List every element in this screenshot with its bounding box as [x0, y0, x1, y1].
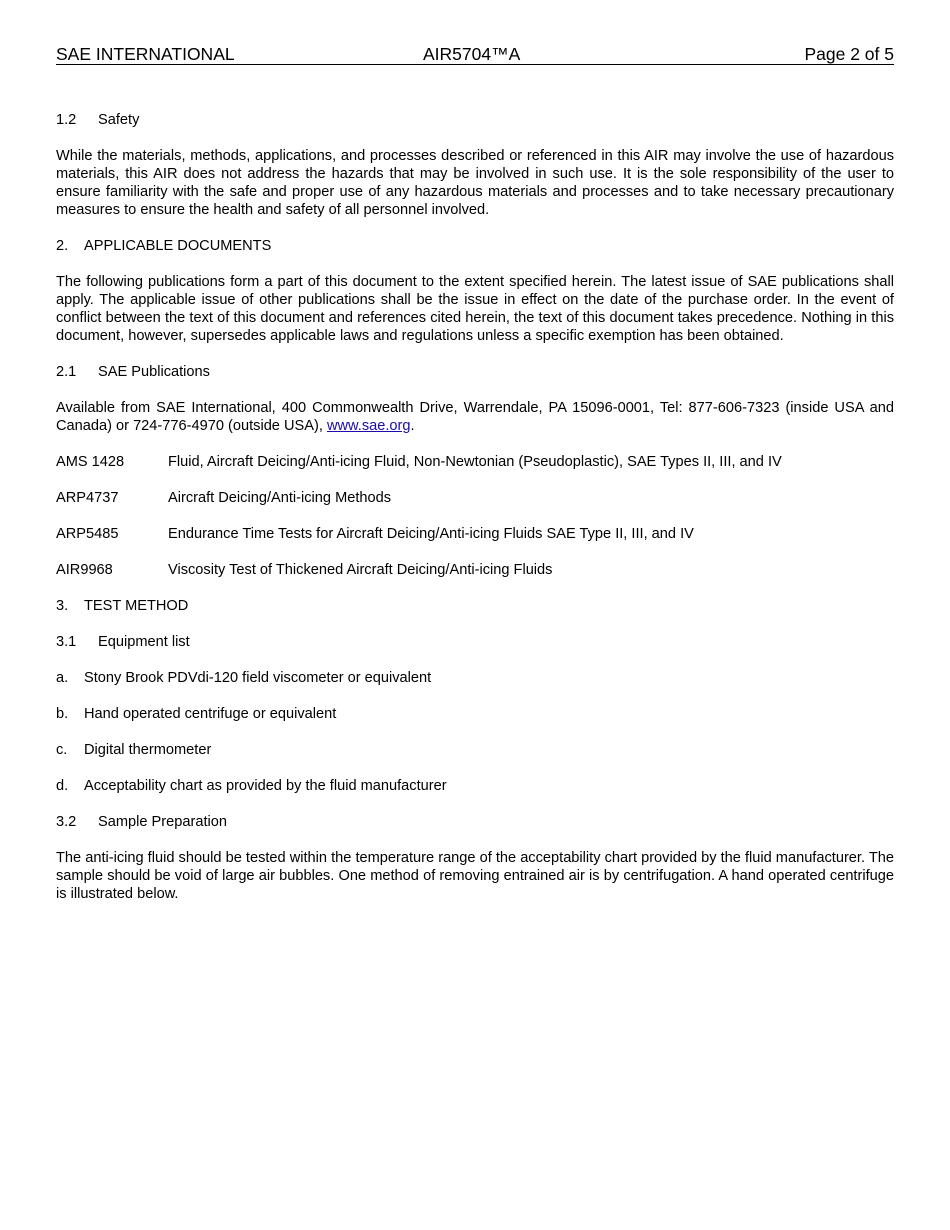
reference-entry	[56, 561, 894, 579]
reference-code: AIR9968	[56, 562, 113, 578]
list-item	[56, 741, 894, 759]
reference-code: ARP4737	[56, 490, 119, 506]
section-heading-sae-publications	[56, 363, 894, 381]
reference-entry	[56, 453, 894, 471]
section-title: Safety	[98, 112, 140, 128]
list-item-text: Stony Brook PDVdi-120 field viscometer or equivalent	[84, 670, 432, 686]
section-number: 2.1	[56, 364, 77, 380]
section-number: 3.	[56, 598, 69, 614]
list-item-letter: c.	[56, 742, 68, 758]
sae-availability-paragraph	[56, 399, 894, 435]
reference-code: AMS 1428	[56, 454, 125, 470]
section-title: Sample Preparation	[98, 814, 227, 830]
list-item	[56, 669, 894, 687]
reference-entry	[56, 525, 894, 543]
section-number: 3.1	[56, 634, 77, 650]
sae-website-link[interactable]: www.sae.org	[326, 418, 411, 434]
list-item-text: Acceptability chart as provided by the fluid manufacturer	[84, 778, 447, 794]
page-header	[56, 44, 894, 65]
section-number: 1.2	[56, 112, 77, 128]
list-item-letter: d.	[56, 778, 69, 794]
list-item-text: Hand operated centrifuge or equivalent	[84, 706, 337, 722]
section-heading-sample-preparation	[56, 813, 894, 831]
section-title: SAE Publications	[98, 364, 210, 380]
reference-entry	[56, 489, 894, 507]
sample-preparation-paragraph: The anti-icing fluid should be tested within the temperature range of the acceptability chart provided by the fluid manufacturer. The sample should be void of large air bubbles. One method of removing entrained air is by centrifugation. A hand operated centrifuge is illustrated below.	[56, 850, 894, 902]
availability-text: Available from SAE International, 400 Commonwealth Drive, Warrendale, PA 15096-0001, Tel: 877-606-7323 (inside USA and Canada) or 724-776-4970 (outside USA),	[56, 400, 894, 434]
organization-name: SAE INTERNATIONAL	[56, 44, 235, 64]
document-body	[56, 111, 894, 921]
reference-title: Fluid, Aircraft Deicing/Anti-icing Fluid, Non-Newtonian (Pseudoplastic), SAE Types II, III, and IV	[168, 454, 782, 470]
list-item	[56, 705, 894, 723]
document-number: AIR5704™A	[423, 44, 521, 64]
section-number: 3.2	[56, 814, 77, 830]
safety-paragraph: While the materials, methods, applications, and processes described or referenced in this AIR may involve the use of hazardous materials, this AIR does not address the hazards that may be involved in such use. It is the sole responsibility of the user to ensure familiarity with the safe and proper use of any hazardous materials and processes and to take necessary precautionary measures to ensure the health and safety of all personnel involved.	[56, 148, 894, 218]
reference-title: Endurance Time Tests for Aircraft Deicing/Anti-icing Fluids SAE Type II, III, and IV	[168, 526, 694, 542]
reference-title: Viscosity Test of Thickened Aircraft Deicing/Anti-icing Fluids	[168, 562, 553, 578]
section-number: 2.	[56, 238, 69, 254]
reference-code: ARP5485	[56, 526, 119, 542]
list-item	[56, 777, 894, 795]
list-item-letter: a.	[56, 670, 69, 686]
applicable-documents-paragraph: The following publications form a part of this document to the extent specified herein. The latest issue of SAE publications shall apply. The applicable issue of other publications shall be the issue in effect on the date of the purchase order. In the event of conflict between the text of this document and references cited herein, the text of this document takes precedence. Nothing in this document, however, supersedes applicable laws and regulations unless a specific exemption has been obtained.	[56, 274, 894, 344]
section-heading-applicable-documents	[56, 237, 894, 255]
section-title: TEST METHOD	[84, 598, 189, 614]
reference-title: Aircraft Deicing/Anti-icing Methods	[168, 490, 392, 506]
section-heading-safety	[56, 111, 894, 129]
list-item-text: Digital thermometer	[84, 742, 212, 758]
section-heading-equipment-list	[56, 633, 894, 651]
section-title: Equipment list	[98, 634, 190, 650]
page-number: Page 2 of 5	[804, 44, 894, 64]
section-heading-test-method	[56, 597, 894, 615]
list-item-letter: b.	[56, 706, 69, 722]
section-title: APPLICABLE DOCUMENTS	[84, 238, 272, 254]
availability-text-end: .	[410, 418, 415, 434]
